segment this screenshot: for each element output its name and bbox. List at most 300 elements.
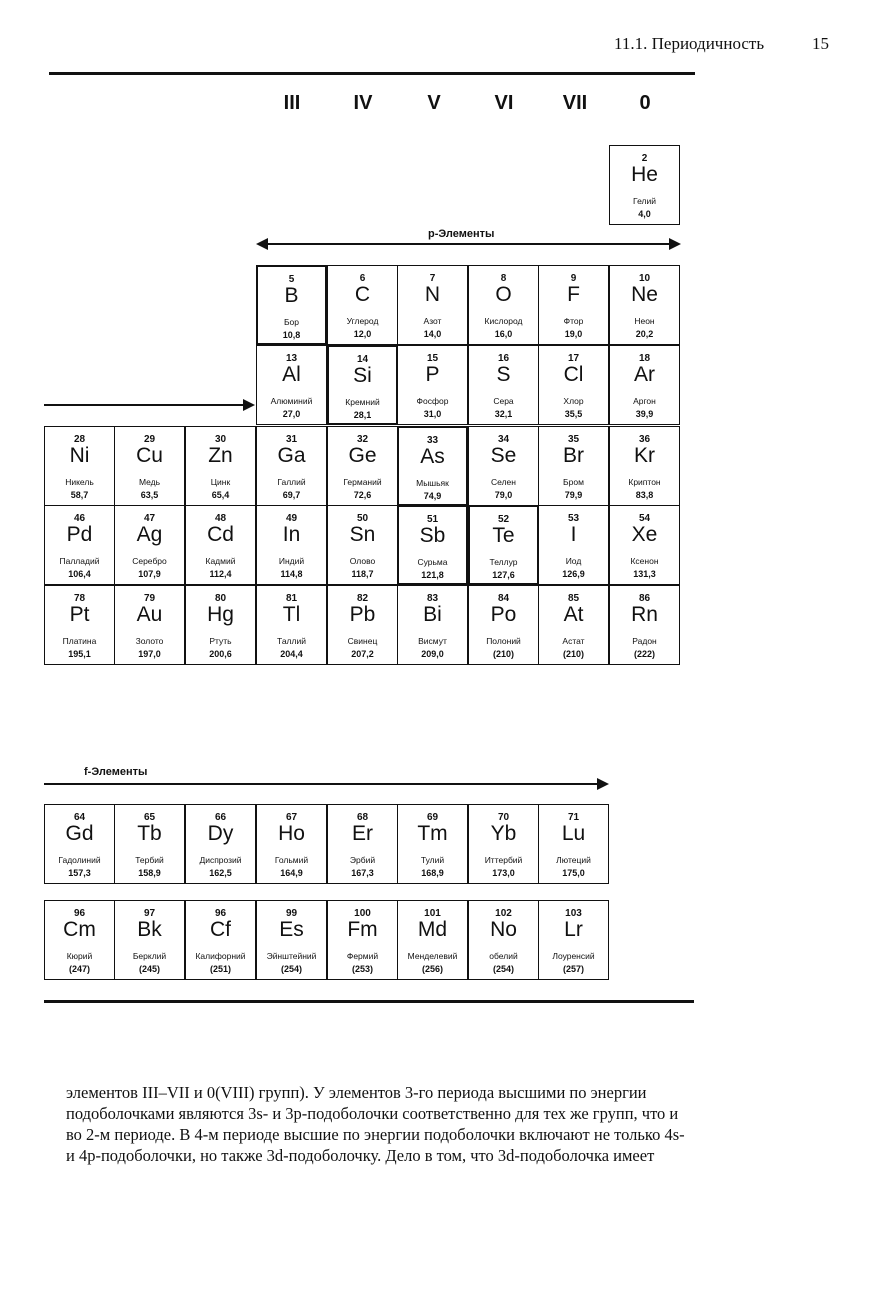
atomic-mass: 195,1 [68, 649, 91, 659]
element-symbol: Md [417, 918, 448, 941]
atomic-number: 31 [285, 434, 298, 445]
element-cell-c [327, 265, 398, 345]
bottom-rule [44, 1000, 694, 1003]
element-cell-no [468, 900, 539, 980]
element-cell-o [468, 265, 539, 345]
transition-arrow [44, 404, 244, 406]
atomic-mass: 162,5 [209, 868, 232, 878]
atomic-number: 102 [495, 908, 512, 919]
atomic-mass: 118,7 [351, 569, 374, 579]
element-cell-lu [538, 804, 609, 884]
group-header: VI [494, 92, 514, 114]
atomic-mass: 19,0 [564, 329, 583, 339]
element-cell-br [538, 426, 609, 506]
group-header: III [283, 92, 301, 114]
atomic-mass: (254) [280, 964, 302, 974]
element-symbol: P [425, 363, 440, 386]
atomic-mass: 65,4 [211, 490, 230, 500]
atomic-number: 16 [497, 353, 510, 364]
f-elements-label: f-Элементы [84, 766, 148, 778]
element-name: Никель [65, 477, 94, 487]
element-name: Кадмий [205, 556, 236, 566]
atomic-number: 97 [143, 908, 156, 919]
atomic-mass: 209,0 [421, 649, 444, 659]
atomic-number: 50 [356, 513, 369, 524]
element-name: Индий [278, 556, 305, 566]
atomic-number: 78 [73, 593, 86, 604]
atomic-mass: 121,8 [421, 570, 444, 580]
element-name: Диспрозий [199, 855, 242, 865]
element-cell-pb [327, 585, 398, 665]
arrow-right-icon [669, 238, 681, 250]
element-name: Астат [562, 636, 585, 646]
element-symbol: F [567, 283, 580, 306]
atomic-mass: (251) [209, 964, 231, 974]
element-symbol: Ga [277, 444, 306, 467]
element-symbol: Pt [69, 603, 90, 626]
element-symbol: C [354, 283, 371, 306]
atomic-mass: 112,4 [209, 569, 232, 579]
element-cell-tb [114, 804, 185, 884]
element-cell-bk [114, 900, 185, 980]
element-symbol: N [424, 283, 441, 306]
element-name: Бор [283, 317, 300, 327]
element-symbol: Er [352, 822, 373, 845]
paragraph-line: подоболочками являются 3s- и 3p-подоболочки соответственно для тех же групп, что и [66, 1104, 679, 1123]
element-cell-sn [327, 505, 398, 585]
atomic-mass: 28,1 [353, 410, 372, 420]
atomic-mass: 207,2 [351, 649, 374, 659]
element-cell-xe [609, 505, 680, 585]
atomic-number: 54 [638, 513, 651, 524]
element-symbol: Lu [561, 822, 586, 845]
atomic-number: 96 [214, 908, 227, 919]
atomic-mass: 63,5 [140, 490, 159, 500]
element-name: Кислород [484, 316, 523, 326]
element-symbol: Se [490, 444, 517, 467]
atomic-mass: 16,0 [494, 329, 513, 339]
element-cell-n [397, 265, 468, 345]
atomic-number: 99 [285, 908, 298, 919]
f-elements-arrow [44, 783, 600, 785]
atomic-number: 36 [638, 434, 651, 445]
atomic-mass: 69,7 [282, 490, 301, 500]
atomic-mass: 27,0 [282, 409, 301, 419]
atomic-number: 48 [214, 513, 227, 524]
element-symbol: Ni [69, 444, 90, 467]
element-cell-er [327, 804, 398, 884]
atomic-mass: 74,9 [423, 491, 442, 501]
element-name: Свинец [347, 636, 378, 646]
element-name: Берклий [132, 951, 167, 961]
element-cell-bi [397, 585, 468, 665]
element-symbol: Te [492, 524, 515, 547]
atomic-number: 10 [638, 273, 651, 284]
element-symbol: In [282, 523, 301, 546]
atomic-number: 2 [641, 153, 648, 164]
atomic-mass: 39,9 [635, 409, 654, 419]
element-cell-cm [44, 900, 115, 980]
element-name: Германий [343, 477, 382, 487]
element-cell-ne [609, 265, 680, 345]
element-cell-cf [185, 900, 256, 980]
atomic-number: 85 [567, 593, 580, 604]
element-cell-tl [256, 585, 327, 665]
element-name: Алюминий [270, 396, 313, 406]
element-name: Азот [423, 316, 442, 326]
element-cell-ge [327, 426, 398, 506]
atomic-number: 29 [143, 434, 156, 445]
atomic-number: 101 [424, 908, 441, 919]
element-symbol: Ar [634, 363, 655, 386]
element-name: Хлор [563, 396, 584, 406]
atomic-mass: 35,5 [564, 409, 583, 419]
element-symbol: Tb [137, 822, 162, 845]
element-symbol: S [496, 363, 511, 386]
element-name: обелий [489, 951, 518, 961]
element-cell-cu [114, 426, 185, 506]
element-symbol: He [631, 163, 658, 186]
element-symbol: Pb [349, 603, 376, 626]
element-cell-p [397, 345, 468, 425]
element-symbol: Bi [423, 603, 442, 626]
element-symbol: Sb [419, 524, 446, 547]
atomic-mass: (210) [562, 649, 584, 659]
element-name: Эйнштейний [266, 951, 317, 961]
element-cell-s [468, 345, 539, 425]
element-cell-lr [538, 900, 609, 980]
element-cell-au [114, 585, 185, 665]
element-name: Калифорний [195, 951, 246, 961]
element-cell-gd [44, 804, 115, 884]
element-name: Сера [493, 396, 514, 406]
atomic-number: 103 [565, 908, 582, 919]
atomic-number: 46 [73, 513, 86, 524]
atomic-number: 47 [143, 513, 156, 524]
atomic-mass: 173,0 [492, 868, 515, 878]
element-symbol: Cm [63, 918, 96, 941]
element-symbol: B [284, 284, 299, 307]
element-symbol: O [495, 283, 512, 306]
element-cell-hg [185, 585, 256, 665]
atomic-number: 17 [567, 353, 580, 364]
top-rule [49, 72, 695, 75]
atomic-mass: 175,0 [562, 868, 585, 878]
element-cell-i [538, 505, 609, 585]
atomic-number: 53 [567, 513, 580, 524]
element-symbol: Es [279, 918, 304, 941]
element-name: Кремний [345, 397, 380, 407]
element-symbol: Cu [136, 444, 163, 467]
atomic-number: 96 [73, 908, 86, 919]
atomic-number: 49 [285, 513, 298, 524]
element-symbol: Kr [634, 444, 655, 467]
atomic-mass: (256) [421, 964, 443, 974]
element-symbol: Ho [278, 822, 305, 845]
atomic-mass: 107,9 [138, 569, 161, 579]
atomic-mass: 204,4 [280, 649, 303, 659]
element-name: Цинк [210, 477, 231, 487]
atomic-number: 100 [354, 908, 371, 919]
element-name: Фтор [563, 316, 584, 326]
element-name: Фермий [346, 951, 379, 961]
element-name: Эрбий [349, 855, 376, 865]
element-symbol: Cl [563, 363, 584, 386]
arrow-right-icon [243, 399, 255, 411]
atomic-mass: 12,0 [353, 329, 372, 339]
element-symbol: Lr [564, 918, 583, 941]
element-cell-ni [44, 426, 115, 506]
atomic-mass: 58,7 [70, 490, 89, 500]
atomic-number: 35 [567, 434, 580, 445]
element-name: Неон [634, 316, 655, 326]
element-name: Радон [632, 636, 657, 646]
element-symbol: Cf [210, 918, 231, 941]
atomic-number: 64 [73, 812, 86, 823]
element-cell-ga [256, 426, 327, 506]
p-elements-arrow [264, 243, 674, 245]
element-name: Ксенон [630, 556, 659, 566]
element-cell-kr [609, 426, 680, 506]
element-name: Аргон [633, 396, 656, 406]
element-cell-f [538, 265, 609, 345]
element-cell-rn [609, 585, 680, 665]
element-symbol: Sn [349, 523, 376, 546]
element-name: Гадолиний [58, 855, 101, 865]
atomic-number: 6 [359, 273, 366, 284]
element-cell-as [397, 426, 468, 506]
element-cell-cl [538, 345, 609, 425]
element-symbol: Xe [631, 523, 658, 546]
atomic-number: 80 [214, 593, 227, 604]
element-symbol: Br [563, 444, 584, 467]
element-symbol: Si [353, 364, 372, 387]
element-symbol: Al [282, 363, 301, 386]
atomic-number: 7 [429, 273, 436, 284]
element-symbol: Au [136, 603, 163, 626]
element-cell-md [397, 900, 468, 980]
element-name: Углерод [346, 316, 379, 326]
element-name: Криптон [628, 477, 661, 487]
atomic-mass: 127,6 [492, 570, 515, 580]
element-cell-ho [256, 804, 327, 884]
element-cell-ar [609, 345, 680, 425]
element-name: Теллур [489, 557, 518, 567]
element-name: Висмут [418, 636, 447, 646]
element-name: Лоуренсий [552, 951, 595, 961]
atomic-number: 52 [497, 514, 510, 525]
atomic-number: 30 [214, 434, 227, 445]
element-name: Тулий [420, 855, 445, 865]
paragraph-line: во 2-м периоде. В 4-м периоде высшие по энергии подоболочки включают не только 4s- [66, 1125, 685, 1144]
atomic-mass: (222) [633, 649, 655, 659]
atomic-mass: 20,2 [635, 329, 654, 339]
element-symbol: Po [490, 603, 517, 626]
element-cell-si [327, 345, 398, 425]
atomic-number: 51 [426, 514, 439, 525]
element-cell-es [256, 900, 327, 980]
element-name: Полоний [486, 636, 521, 646]
element-symbol: I [570, 523, 577, 546]
atomic-number: 86 [638, 593, 651, 604]
atomic-mass: (254) [492, 964, 514, 974]
element-name: Галлий [277, 477, 306, 487]
element-symbol: At [563, 603, 584, 626]
element-name: Золото [135, 636, 164, 646]
atomic-number: 18 [638, 353, 651, 364]
atomic-number: 28 [73, 434, 86, 445]
atomic-mass: 106,4 [68, 569, 91, 579]
atomic-number: 71 [567, 812, 580, 823]
atomic-number: 13 [285, 353, 298, 364]
atomic-mass: 158,9 [138, 868, 161, 878]
atomic-mass: 157,3 [68, 868, 91, 878]
atomic-mass: 14,0 [423, 329, 442, 339]
element-symbol: Ne [631, 283, 658, 306]
element-name: Мышьяк [416, 478, 449, 488]
element-cell-in [256, 505, 327, 585]
atomic-number: 79 [143, 593, 156, 604]
atomic-mass: 131,3 [633, 569, 656, 579]
atomic-number: 67 [285, 812, 298, 823]
element-name: Палладий [59, 556, 100, 566]
element-cell-ag [114, 505, 185, 585]
element-symbol: Hg [207, 603, 234, 626]
atomic-number: 83 [426, 593, 439, 604]
element-cell-dy [185, 804, 256, 884]
element-symbol: Bk [137, 918, 162, 941]
element-cell-po [468, 585, 539, 665]
element-name: Ртуть [209, 636, 232, 646]
atomic-number: 32 [356, 434, 369, 445]
paragraph-line: и 4p-подоболочки, но также 3d-подоболочку. Дело в том, что 3d-подоболочка имеет [66, 1146, 655, 1165]
element-name: Платина [62, 636, 97, 646]
atomic-number: 82 [356, 593, 369, 604]
element-symbol: Zn [208, 444, 233, 467]
atomic-number: 9 [570, 273, 577, 284]
atomic-number: 66 [214, 812, 227, 823]
element-cell-at [538, 585, 609, 665]
atomic-mass: 197,0 [138, 649, 161, 659]
atomic-mass: (247) [68, 964, 90, 974]
element-name: Лютеций [556, 855, 591, 865]
element-name: Бром [563, 477, 584, 487]
atomic-mass: 164,9 [280, 868, 303, 878]
element-symbol: Ag [136, 523, 163, 546]
element-symbol: Dy [207, 822, 234, 845]
header-title: 11.1. Периодичность [614, 34, 765, 53]
element-name: Таллий [277, 636, 306, 646]
element-name: Сурьма [417, 557, 448, 567]
atomic-mass: 32,1 [494, 409, 513, 419]
atomic-number: 70 [497, 812, 510, 823]
element-cell-zn [185, 426, 256, 506]
page-number: 15 [812, 34, 829, 53]
atomic-mass: 4,0 [638, 209, 651, 219]
atomic-number: 69 [426, 812, 439, 823]
group-header: V [427, 92, 441, 114]
element-symbol: No [490, 918, 517, 941]
group-header: VII [562, 92, 588, 114]
element-cell-pt [44, 585, 115, 665]
element-name: Кюрий [66, 951, 93, 961]
element-symbol: Tm [417, 822, 448, 845]
element-name: Фосфор [416, 396, 449, 406]
element-cell-pd [44, 505, 115, 585]
element-cell-sb [397, 505, 468, 585]
atomic-number: 5 [288, 274, 295, 285]
element-cell-al [256, 345, 327, 425]
atomic-number: 81 [285, 593, 298, 604]
atomic-number: 33 [426, 435, 439, 446]
element-symbol: Gd [65, 822, 94, 845]
element-cell-tm [397, 804, 468, 884]
element-symbol: Pd [66, 523, 93, 546]
atomic-mass: 10,8 [282, 330, 301, 340]
p-elements-label: р-Элементы [428, 228, 495, 240]
atomic-mass: 114,8 [280, 569, 303, 579]
group-header: 0 [639, 92, 651, 114]
atomic-number: 14 [356, 354, 369, 365]
atomic-mass: 168,9 [421, 868, 444, 878]
atomic-mass: (245) [138, 964, 160, 974]
atomic-number: 8 [500, 273, 507, 284]
element-name: Селен [491, 477, 516, 487]
element-symbol: Yb [490, 822, 517, 845]
element-symbol: Rn [631, 603, 658, 626]
atomic-mass: 79,0 [494, 490, 513, 500]
atomic-mass: 31,0 [423, 409, 442, 419]
element-symbol: Cd [207, 523, 234, 546]
element-name: Гольмий [274, 855, 309, 865]
element-cell-te [468, 505, 539, 585]
group-header: IV [353, 92, 373, 114]
element-name: Медь [138, 477, 161, 487]
element-cell-yb [468, 804, 539, 884]
atomic-mass: (210) [492, 649, 514, 659]
element-symbol: Fm [347, 918, 378, 941]
paragraph-line: элементов III–VII и 0(VIII) групп). У элементов 3-го периода высшими по энергии [66, 1083, 647, 1102]
atomic-mass: 200,6 [209, 649, 232, 659]
element-symbol: Ge [348, 444, 377, 467]
atomic-mass: (257) [562, 964, 584, 974]
element-name: Иттербий [484, 855, 523, 865]
element-symbol: Tl [282, 603, 301, 626]
arrow-left-icon [256, 238, 268, 250]
element-cell-b [256, 265, 327, 345]
arrow-right-icon [597, 778, 609, 790]
atomic-number: 84 [497, 593, 510, 604]
atomic-mass: 79,9 [564, 490, 583, 500]
body-paragraph [66, 1082, 834, 1166]
atomic-mass: 126,9 [562, 569, 585, 579]
element-name: Менделевий [407, 951, 458, 961]
atomic-mass: 167,3 [351, 868, 374, 878]
element-name: Гелий [633, 196, 656, 206]
atomic-mass: 83,8 [635, 490, 654, 500]
element-cell-cd [185, 505, 256, 585]
element-name: Серебро [132, 556, 167, 566]
atomic-number: 15 [426, 353, 439, 364]
element-name: Олово [349, 556, 376, 566]
atomic-number: 68 [356, 812, 369, 823]
atomic-number: 65 [143, 812, 156, 823]
element-cell-he [609, 145, 680, 225]
element-name: Иод [565, 556, 582, 566]
element-cell-fm [327, 900, 398, 980]
atomic-mass: 72,6 [353, 490, 372, 500]
atomic-number: 34 [497, 434, 510, 445]
